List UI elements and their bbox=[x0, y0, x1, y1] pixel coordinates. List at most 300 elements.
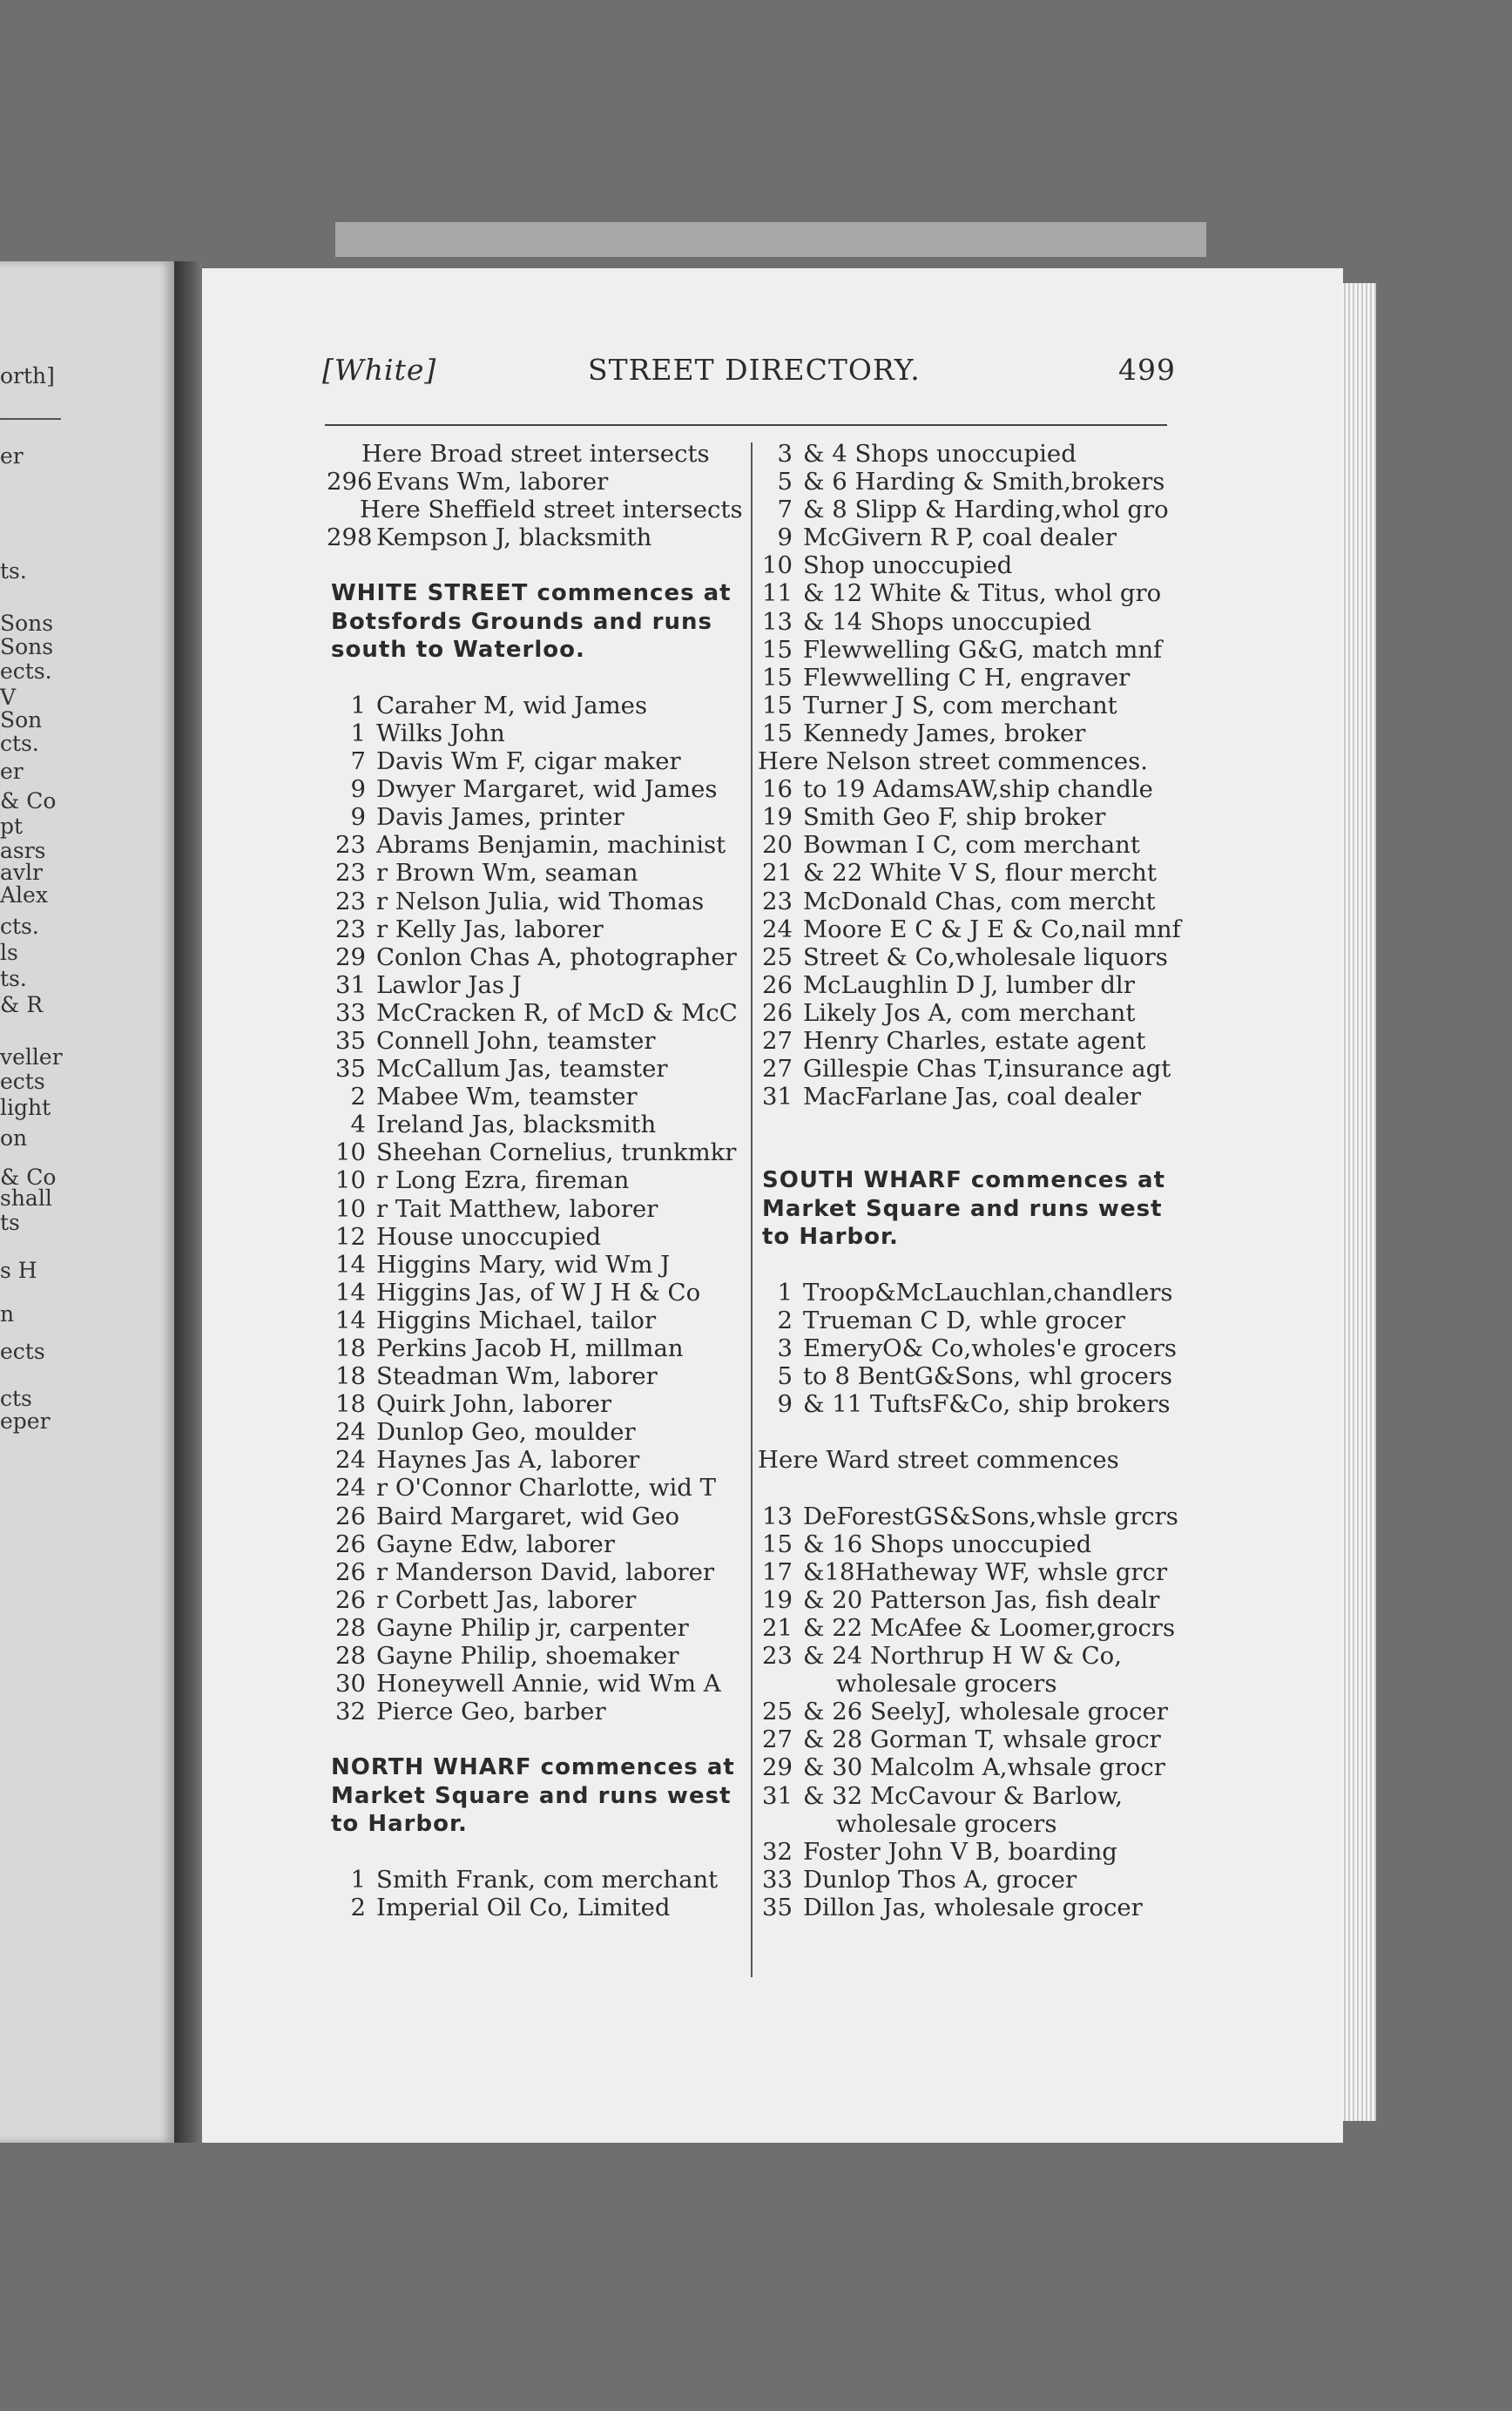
left-page-fragment-text: ects bbox=[0, 1339, 45, 1364]
paper-strip bbox=[335, 222, 1206, 257]
running-head: [White] bbox=[322, 353, 437, 387]
directory-entry bbox=[758, 1334, 1176, 1362]
left-page-fragment-text: s H bbox=[0, 1258, 37, 1283]
street-number: 9 bbox=[350, 803, 366, 832]
street-number: 9 bbox=[777, 523, 793, 552]
entry-text: & 12 White & Titus, whol gro bbox=[803, 579, 1162, 608]
street-number: 26 bbox=[335, 1557, 366, 1586]
directory-entry bbox=[758, 1642, 1176, 1670]
entry-text: Dunlop Thos A, grocer bbox=[803, 1865, 1077, 1894]
entry-text: Pierce Geo, barber bbox=[376, 1698, 606, 1726]
street-number: 14 bbox=[335, 1278, 366, 1307]
street-number: 3 bbox=[777, 440, 793, 468]
street-number: 27 bbox=[762, 1026, 793, 1055]
column-divider bbox=[751, 442, 753, 1977]
section-heading-text: Market Square and runs west bbox=[762, 1195, 1163, 1222]
entry-text: r Corbett Jas, laborer bbox=[376, 1585, 637, 1614]
entry-text: Sheehan Cornelius, trunkmkr bbox=[376, 1138, 737, 1167]
street-number: 7 bbox=[777, 496, 793, 524]
entry-text: & 11 TuftsF&Co, ship brokers bbox=[803, 1390, 1171, 1419]
entry-text: McLaughlin D J, lumber dlr bbox=[803, 970, 1135, 999]
entry-text: McGivern R P, coal dealer bbox=[803, 523, 1117, 552]
directory-entry bbox=[758, 1586, 1176, 1614]
entry-text: Smith Geo F, ship broker bbox=[803, 803, 1106, 832]
entry-text: Turner J S, com merchant bbox=[803, 691, 1117, 719]
entry-text: r Nelson Julia, wid Thomas bbox=[376, 887, 705, 915]
street-number: 1 bbox=[350, 691, 366, 719]
entry-text: Steadman Wm, laborer bbox=[376, 1362, 658, 1391]
street-number: 16 bbox=[762, 775, 793, 804]
section-heading bbox=[327, 608, 745, 636]
left-page-fragment-text: & Co bbox=[0, 1165, 57, 1190]
directory-entry bbox=[758, 1838, 1176, 1866]
entry-text: Troop&McLauchlan,chandlers bbox=[803, 1278, 1173, 1307]
directory-entry bbox=[758, 1726, 1176, 1753]
entry-text: r Tait Matthew, laborer bbox=[376, 1194, 658, 1223]
directory-entry bbox=[327, 1334, 745, 1362]
section-heading-text: NORTH WHARF commences at bbox=[331, 1754, 735, 1781]
directory-entry bbox=[758, 551, 1176, 579]
directory-entry bbox=[758, 888, 1176, 915]
street-number: 15 bbox=[762, 1530, 793, 1558]
entry-text: r O'Connor Charlotte, wid T bbox=[376, 1474, 716, 1503]
directory-entry bbox=[327, 943, 745, 971]
entry-text: Honeywell Annie, wid Wm A bbox=[376, 1670, 721, 1699]
directory-entry bbox=[758, 1362, 1176, 1390]
directory-entry bbox=[758, 579, 1176, 607]
entry-text: Street & Co,wholesale liquors bbox=[803, 942, 1168, 971]
entry-text: Ireland Jas, blacksmith bbox=[376, 1111, 657, 1139]
directory-entry bbox=[758, 719, 1176, 747]
left-page-fragment-text: eper bbox=[0, 1408, 51, 1434]
entry-text: Gayne Philip, shoemaker bbox=[376, 1642, 679, 1671]
left-page-fragment-text: ts bbox=[0, 1210, 20, 1235]
street-number: 15 bbox=[762, 635, 793, 664]
street-number: 13 bbox=[762, 607, 793, 636]
entry-text: Higgins Jas, of W J H & Co bbox=[376, 1278, 701, 1307]
entry-text: Dunlop Geo, moulder bbox=[376, 1418, 636, 1447]
entry-text: & 8 Slipp & Harding,whol gro bbox=[803, 496, 1169, 524]
street-number: 11 bbox=[762, 579, 793, 608]
street-number: 23 bbox=[335, 915, 366, 943]
street-number: 9 bbox=[777, 1390, 793, 1419]
left-page-fragment-text: light bbox=[0, 1095, 51, 1120]
directory-entry bbox=[327, 1503, 745, 1530]
directory-entry bbox=[327, 1027, 745, 1055]
section-heading-text: SOUTH WHARF commences at bbox=[762, 1167, 1166, 1194]
left-page-fragment-text: Sons bbox=[0, 611, 54, 636]
section-heading-text: to Harbor. bbox=[331, 1810, 468, 1837]
directory-entry bbox=[758, 1614, 1176, 1642]
street-number: 10 bbox=[335, 1194, 366, 1223]
street-number: 10 bbox=[762, 551, 793, 580]
left-page-fragment-text: V bbox=[0, 685, 17, 710]
street-number: 10 bbox=[335, 1166, 366, 1195]
left-page-fragment-text: Son bbox=[0, 707, 43, 733]
entry-text: & 20 Patterson Jas, fish dealr bbox=[803, 1585, 1160, 1614]
street-number: 18 bbox=[335, 1362, 366, 1391]
directory-entry bbox=[758, 1503, 1176, 1530]
street-number: 1 bbox=[350, 1865, 366, 1894]
directory-entry bbox=[327, 1586, 745, 1614]
left-page-fragment-text: er bbox=[0, 443, 24, 469]
street-number: 31 bbox=[762, 1083, 793, 1111]
entry-text: r Long Ezra, fireman bbox=[376, 1166, 630, 1195]
directory-entry bbox=[758, 1530, 1176, 1558]
entry-text: r Manderson David, laborer bbox=[376, 1557, 715, 1586]
street-number: 5 bbox=[777, 1362, 793, 1391]
directory-entry bbox=[327, 1307, 745, 1334]
directory-entry bbox=[327, 1223, 745, 1251]
street-number: 28 bbox=[335, 1642, 366, 1671]
directory-entry bbox=[758, 496, 1176, 523]
directory-entry bbox=[758, 915, 1181, 943]
left-page-fragment-text: ects bbox=[0, 1069, 45, 1094]
street-number: 35 bbox=[762, 1893, 793, 1921]
entry-text: Trueman C D, whle grocer bbox=[803, 1306, 1125, 1334]
left-page-fragment-text: cts. bbox=[0, 731, 39, 756]
left-page-fragment-text: pt bbox=[0, 814, 24, 839]
entry-text: Kempson J, blacksmith bbox=[376, 523, 652, 552]
street-number: 15 bbox=[762, 691, 793, 719]
directory-entry bbox=[327, 1138, 745, 1166]
entry-text: Higgins Mary, wid Wm J bbox=[376, 1250, 671, 1279]
entry-text: Smith Frank, com merchant bbox=[376, 1865, 719, 1894]
entry-text: Perkins Jacob H, millman bbox=[376, 1334, 684, 1362]
street-number: 31 bbox=[335, 970, 366, 999]
directory-entry bbox=[758, 775, 1176, 803]
entry-text: Mabee Wm, teamster bbox=[376, 1083, 638, 1111]
directory-entry bbox=[327, 1166, 745, 1194]
entry-text: Flewwelling C H, engraver bbox=[803, 663, 1131, 692]
entry-text: Conlon Chas A, photographer bbox=[376, 942, 737, 971]
street-number: 32 bbox=[335, 1698, 366, 1726]
directory-entry bbox=[327, 1530, 745, 1558]
street-number: 19 bbox=[762, 1585, 793, 1614]
street-number: 24 bbox=[335, 1418, 366, 1447]
entry-text: wholesale grocers bbox=[836, 1670, 1057, 1699]
entry-text: Gillespie Chas T,insurance agt bbox=[803, 1055, 1171, 1084]
street-number: 24 bbox=[762, 915, 793, 943]
entry-text: Dwyer Margaret, wid James bbox=[376, 775, 718, 804]
left-page-fragment-text: Alex bbox=[0, 882, 48, 908]
entry-text: Haynes Jas A, laborer bbox=[376, 1446, 640, 1475]
street-number: 9 bbox=[350, 775, 366, 804]
directory-entry bbox=[327, 775, 745, 803]
street-number: 24 bbox=[335, 1446, 366, 1475]
spacer bbox=[758, 1474, 1176, 1502]
street-number: 26 bbox=[335, 1530, 366, 1558]
left-page-fragment-text: er bbox=[0, 759, 24, 784]
directory-entry bbox=[327, 468, 745, 496]
page-header bbox=[322, 353, 1176, 396]
section-heading-text: Market Square and runs west bbox=[331, 1782, 732, 1809]
street-number: 26 bbox=[335, 1502, 366, 1530]
entry-text: & 28 Gorman T, whsale grocr bbox=[803, 1726, 1161, 1754]
directory-entry bbox=[758, 692, 1176, 719]
spacer bbox=[758, 1251, 1176, 1279]
street-number: 1 bbox=[777, 1278, 793, 1307]
left-page-fragment-text: cts bbox=[0, 1386, 32, 1411]
directory-entry bbox=[758, 1307, 1176, 1334]
directory-entry bbox=[327, 1083, 745, 1111]
left-page-fragment-text: ls bbox=[0, 940, 18, 965]
directory-entry bbox=[758, 859, 1176, 887]
entry-text: r Kelly Jas, laborer bbox=[376, 915, 604, 943]
directory-note bbox=[327, 440, 745, 468]
street-number: 2 bbox=[777, 1306, 793, 1334]
directory-entry bbox=[758, 1390, 1176, 1418]
directory-entry bbox=[758, 971, 1176, 999]
street-number: 21 bbox=[762, 1613, 793, 1642]
section-heading-text: Botsfords Grounds and runs bbox=[331, 608, 712, 635]
entry-text: Caraher M, wid James bbox=[376, 691, 648, 719]
directory-entry bbox=[758, 636, 1176, 664]
street-number: 23 bbox=[762, 1642, 793, 1671]
entry-text: House unoccupied bbox=[376, 1222, 602, 1251]
street-number: 18 bbox=[335, 1334, 366, 1362]
entry-text: Lawlor Jas J bbox=[376, 970, 522, 999]
left-page-fragment-text: n bbox=[0, 1301, 15, 1327]
street-number: 24 bbox=[335, 1474, 366, 1503]
entry-text: Connell John, teamster bbox=[376, 1026, 656, 1055]
entry-text: EmeryO& Co,wholes'e grocers bbox=[803, 1334, 1178, 1362]
street-number: 26 bbox=[762, 998, 793, 1027]
entry-text: & 32 McCavour & Barlow, bbox=[803, 1781, 1123, 1810]
directory-entry bbox=[327, 1642, 745, 1670]
left-page-fragment-text: & Co bbox=[0, 788, 57, 814]
left-page-rule bbox=[0, 418, 61, 420]
entry-text: & 22 White V S, flour mercht bbox=[803, 859, 1157, 888]
street-number: 15 bbox=[762, 663, 793, 692]
street-number: 2 bbox=[350, 1893, 366, 1921]
directory-entry bbox=[327, 1418, 745, 1446]
street-number: 296 bbox=[327, 468, 373, 496]
directory-entry bbox=[758, 440, 1176, 468]
left-column bbox=[327, 440, 745, 1921]
left-page-fragment-text: orth] bbox=[0, 363, 55, 388]
page-number: 499 bbox=[1118, 353, 1176, 387]
directory-note bbox=[758, 1670, 1176, 1698]
directory-entry bbox=[327, 1670, 745, 1698]
entry-text: & 14 Shops unoccupied bbox=[803, 607, 1092, 636]
directory-entry bbox=[758, 608, 1176, 636]
directory-entry bbox=[327, 915, 745, 943]
directory-entry bbox=[758, 1698, 1176, 1726]
directory-entry bbox=[327, 1558, 745, 1586]
page-title: STREET DIRECTORY. bbox=[588, 353, 921, 387]
directory-note bbox=[327, 496, 745, 523]
header-rule bbox=[325, 424, 1167, 426]
street-number: 15 bbox=[762, 719, 793, 747]
book-gutter bbox=[174, 261, 202, 2143]
directory-entry bbox=[327, 1279, 745, 1307]
street-number: 298 bbox=[327, 523, 373, 552]
entry-text: Evans Wm, laborer bbox=[376, 468, 609, 496]
street-number: 29 bbox=[335, 942, 366, 971]
directory-note bbox=[758, 1446, 1176, 1474]
street-number: 32 bbox=[762, 1837, 793, 1866]
section-heading-text: to Harbor. bbox=[762, 1223, 899, 1250]
street-number: 28 bbox=[335, 1613, 366, 1642]
entry-text: Gayne Philip jr, carpenter bbox=[376, 1613, 689, 1642]
street-number: 20 bbox=[762, 831, 793, 860]
directory-entry bbox=[327, 1195, 745, 1223]
street-number: 21 bbox=[762, 859, 793, 888]
entry-text: r Brown Wm, seaman bbox=[376, 859, 638, 888]
street-number: 4 bbox=[350, 1111, 366, 1139]
left-page-fragment-text: on bbox=[0, 1125, 28, 1151]
directory-entry bbox=[327, 719, 745, 747]
section-heading bbox=[758, 1195, 1176, 1223]
entry-text: Here Nelson street commences. bbox=[758, 747, 1148, 776]
spacer bbox=[327, 664, 745, 692]
street-number: 25 bbox=[762, 1698, 793, 1726]
directory-entry bbox=[758, 1055, 1176, 1083]
street-number: 27 bbox=[762, 1726, 793, 1754]
entry-text: to 19 AdamsAW,ship chandle bbox=[803, 775, 1153, 804]
section-heading bbox=[327, 1810, 745, 1838]
entry-text: Gayne Edw, laborer bbox=[376, 1530, 615, 1558]
directory-entry bbox=[327, 692, 745, 719]
street-number: 18 bbox=[335, 1390, 366, 1419]
directory-entry bbox=[758, 999, 1176, 1027]
entry-text: Foster John V B, boarding bbox=[803, 1837, 1117, 1866]
page-edges bbox=[1341, 283, 1376, 2121]
entry-text: Baird Margaret, wid Geo bbox=[376, 1502, 680, 1530]
entry-text: Bowman I C, com merchant bbox=[803, 831, 1140, 860]
entry-text: & 6 Harding & Smith,brokers bbox=[803, 468, 1165, 496]
right-column bbox=[758, 440, 1181, 1921]
directory-note bbox=[758, 747, 1176, 775]
entry-text: DeForestGS&Sons,whsle grcrs bbox=[803, 1502, 1178, 1530]
directory-entry bbox=[327, 1614, 745, 1642]
entry-text: &18Hatheway WF, whsle grcr bbox=[803, 1557, 1168, 1586]
entry-text: Henry Charles, estate agent bbox=[803, 1026, 1146, 1055]
directory-entry bbox=[758, 1894, 1176, 1921]
directory-entry bbox=[758, 1083, 1176, 1111]
entry-text: Here Sheffield street intersects bbox=[360, 496, 743, 524]
street-number: 10 bbox=[335, 1138, 366, 1167]
street-number: 27 bbox=[762, 1055, 793, 1084]
entry-text: Davis James, printer bbox=[376, 803, 624, 832]
street-number: 14 bbox=[335, 1306, 366, 1334]
entry-text: MacFarlane Jas, coal dealer bbox=[803, 1083, 1142, 1111]
left-page-fragment-text: shall bbox=[0, 1185, 52, 1211]
street-number: 7 bbox=[350, 747, 366, 776]
directory-entry bbox=[327, 1866, 745, 1894]
entry-text: McCallum Jas, teamster bbox=[376, 1055, 668, 1084]
left-page-fragment-text: avlr bbox=[0, 860, 43, 885]
section-heading bbox=[327, 1782, 745, 1810]
entry-text: & 26 SeelyJ, wholesale grocer bbox=[803, 1698, 1168, 1726]
street-number: 25 bbox=[762, 942, 793, 971]
left-page-fragment-text: veller bbox=[0, 1044, 63, 1070]
section-heading-text: WHITE STREET commences at bbox=[331, 580, 732, 607]
directory-entry bbox=[327, 803, 745, 831]
entry-text: Quirk John, laborer bbox=[376, 1390, 612, 1419]
entry-text: Likely Jos A, com merchant bbox=[803, 998, 1136, 1027]
street-number: 13 bbox=[762, 1502, 793, 1530]
section-heading bbox=[758, 1166, 1176, 1194]
street-number: 23 bbox=[762, 887, 793, 915]
left-page-fragment-text: ts. bbox=[0, 558, 27, 584]
street-number: 3 bbox=[777, 1334, 793, 1362]
directory-entry bbox=[327, 859, 745, 887]
section-heading bbox=[327, 636, 745, 664]
directory-entry bbox=[758, 1279, 1176, 1307]
directory-note bbox=[758, 1810, 1176, 1838]
street-number: 31 bbox=[762, 1781, 793, 1810]
entry-text: & 4 Shops unoccupied bbox=[803, 440, 1077, 468]
left-page-fragment-text: Sons bbox=[0, 634, 54, 659]
directory-entry bbox=[327, 1894, 745, 1921]
street-number: 5 bbox=[777, 468, 793, 496]
street-number: 26 bbox=[335, 1585, 366, 1614]
entry-text: Dillon Jas, wholesale grocer bbox=[803, 1893, 1143, 1921]
directory-entry bbox=[327, 1474, 745, 1502]
section-heading bbox=[758, 1223, 1176, 1251]
left-page-fragment-text: ts. bbox=[0, 966, 27, 991]
directory-entry bbox=[758, 1866, 1176, 1894]
directory-entry bbox=[327, 1698, 745, 1726]
directory-entry bbox=[327, 1111, 745, 1138]
directory-entry bbox=[758, 664, 1176, 692]
section-heading bbox=[327, 1753, 745, 1781]
street-number: 26 bbox=[762, 970, 793, 999]
left-page-fragment-text: cts. bbox=[0, 914, 39, 939]
entry-text: Shop unoccupied bbox=[803, 551, 1013, 580]
spacer bbox=[758, 1418, 1176, 1446]
spacer bbox=[327, 551, 745, 579]
entry-text: Imperial Oil Co, Limited bbox=[376, 1893, 671, 1921]
entry-text: McCracken R, of McD & McC bbox=[376, 998, 738, 1027]
entry-text: Moore E C & J E & Co,nail mnf bbox=[803, 915, 1181, 943]
directory-entry bbox=[327, 1251, 745, 1279]
street-number: 35 bbox=[335, 1055, 366, 1084]
entry-text: Here Broad street intersects bbox=[361, 440, 710, 468]
street-number: 14 bbox=[335, 1250, 366, 1279]
left-page-fragment-text: asrs bbox=[0, 838, 46, 863]
directory-entry bbox=[327, 1362, 745, 1390]
directory-entry bbox=[758, 1027, 1176, 1055]
section-heading-text: south to Waterloo. bbox=[331, 636, 585, 663]
entry-text: McDonald Chas, com mercht bbox=[803, 887, 1156, 915]
entry-text: Higgins Michael, tailor bbox=[376, 1306, 657, 1334]
spacer bbox=[327, 1726, 745, 1753]
left-page-fragment-text: & R bbox=[0, 992, 44, 1017]
spacer bbox=[758, 1111, 1176, 1138]
spacer bbox=[327, 1838, 745, 1866]
street-number: 1 bbox=[350, 719, 366, 747]
street-number: 12 bbox=[335, 1222, 366, 1251]
street-number: 19 bbox=[762, 803, 793, 832]
section-heading bbox=[327, 579, 745, 607]
street-number: 23 bbox=[335, 831, 366, 860]
street-number: 2 bbox=[350, 1083, 366, 1111]
entry-text: & 16 Shops unoccupied bbox=[803, 1530, 1092, 1558]
entry-text: Davis Wm F, cigar maker bbox=[376, 747, 681, 776]
directory-entry bbox=[758, 1558, 1176, 1586]
directory-entry bbox=[758, 943, 1176, 971]
entry-text: Wilks John bbox=[376, 719, 505, 747]
entry-text: to 8 BentG&Sons, whl grocers bbox=[803, 1362, 1173, 1391]
directory-entry bbox=[758, 523, 1176, 551]
directory-entry bbox=[327, 1446, 745, 1474]
directory-entry bbox=[327, 971, 745, 999]
street-number: 33 bbox=[762, 1865, 793, 1894]
directory-entry bbox=[327, 831, 745, 859]
